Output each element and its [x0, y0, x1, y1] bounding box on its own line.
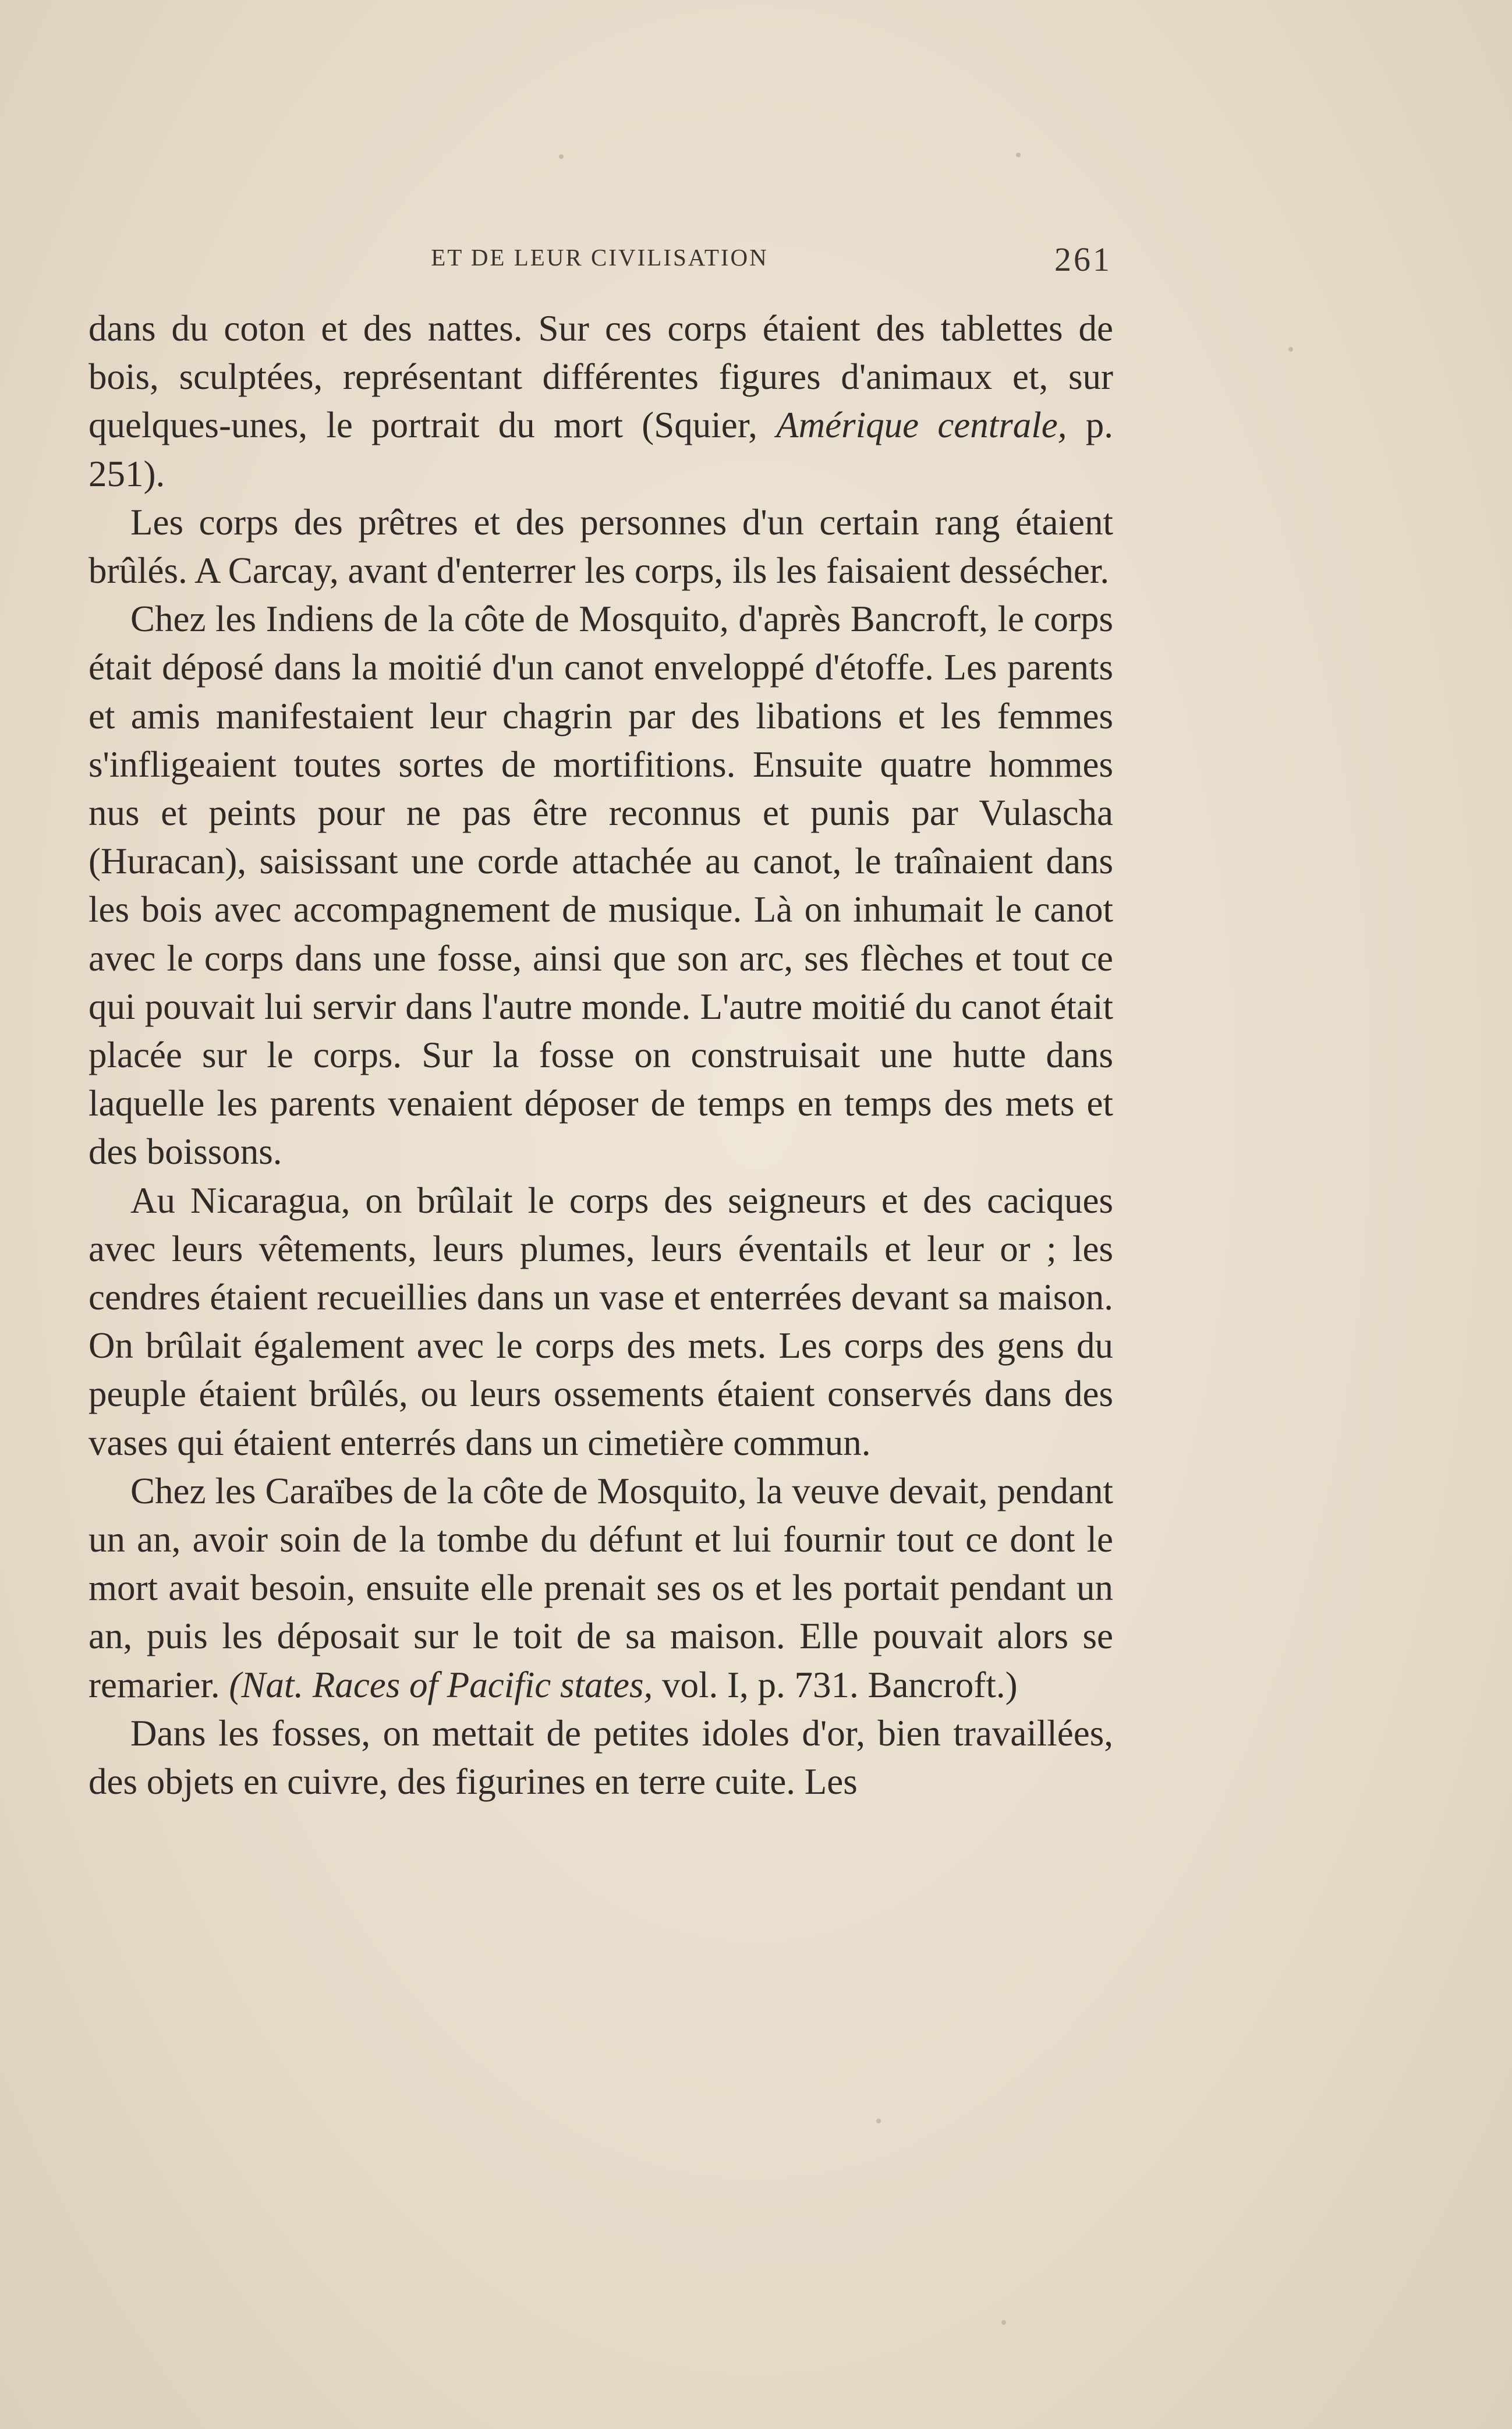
running-title: ET DE LEUR CIVILISATION: [431, 244, 769, 271]
citation-title: (Nat. Races of Pacific states,: [229, 1664, 653, 1705]
citation-title: Amérique centrale,: [776, 405, 1067, 446]
paragraph: Les corps des prêtres et des personnes d'un certain rang étaient brûlés. A Carcay, avant d'enterrer les corps, ils les faisaient dessécher.: [88, 501, 1113, 592]
body-text: [88, 304, 1113, 1806]
paragraph: Dans les fosses, on mettait de petites idoles d'or, bien travaillées, des objets en cuivre, des figurines en terre cuite. Les: [88, 1712, 1113, 1803]
paragraph-text: Chez les Caraïbes de la côte de Mosquito, la veuve devait, pendant un an, avoir soin de la tombe du défunt et lui fournir tout ce dont le mort avait besoin, ensuite elle prenait ses os et les portait pendant un an, puis les déposait sur le toit de sa maison. Elle pouvait alors se remarier.: [88, 1470, 1113, 1705]
page-header: [87, 240, 1112, 284]
paper-speck: [1288, 347, 1293, 352]
paragraph: [88, 1467, 1113, 1709]
paragraph-text: dans du coton et des nattes. Sur ces corps étaient des tablettes de bois, sculptées, représentant différentes figures d'animaux et, sur quelques-unes, le portrait du mort (Squier,: [88, 308, 1113, 446]
paper-speck: [559, 154, 564, 159]
paper-speck: [876, 2119, 881, 2123]
page-number: 261: [1054, 240, 1112, 278]
paragraph: Au Nicaragua, on brûlait le corps des seigneurs et des caciques avec leurs vêtements, leurs plumes, leurs éventails et leur or ; les cendres étaient recueillies dans un vase et enterrées devant sa maison. On brûlait également avec le corps des mets. Les corps des gens du peuple étaient brûlés, ou leurs ossements étaient conservés dans des vases qui étaient enterrés dans un cimetière commun.: [88, 1180, 1113, 1463]
paragraph-text: vol. I, p. 731. Bancroft.): [653, 1664, 1018, 1705]
paragraph: [88, 304, 1113, 498]
paragraph-text: p. 251).: [88, 405, 1113, 494]
paper-speck: [1001, 2320, 1006, 2325]
paper-speck: [1016, 153, 1021, 157]
paragraph: Chez les Indiens de la côte de Mosquito, d'après Bancroft, le corps était déposé dans la moitié d'un canot enveloppé d'étoffe. Les parents et amis manifestaient leur chagrin par des libations et les femmes s'infligeaient toutes sortes de mortifitions. Ensuite quatre hommes nus et peints pour ne pas être reconnus et punis par Vulascha (Huracan), saisissant une corde attachée au canot, le traînaient dans les bois avec accompagnement de musique. Là on inhumait le canot avec le corps dans une fosse, ainsi que son arc, ses flèches et tout ce qui pouvait lui servir dans l'autre monde. L'autre moitié du canot était placée sur le corps. Sur la fosse on construisait une hutte dans laquelle les parents venaient déposer de temps en temps des mets et des boissons.: [88, 599, 1113, 1173]
